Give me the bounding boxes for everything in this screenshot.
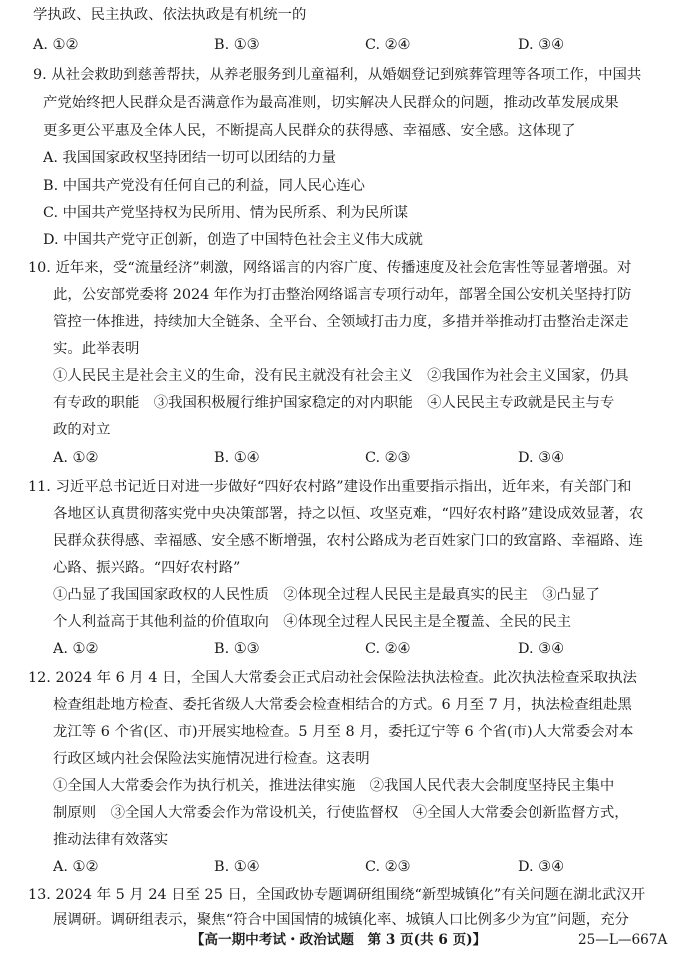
q13-stem-line: 展调研。调研组表示，聚焦“符合中国国情的城镇化率、城镇人口比例多少为宜”问题，充分	[53, 912, 629, 928]
q11-stem-line: 11. 习近平总书记近日对进一步做好“四好农村路”建设作出重要指示指出，近年来，有关部门和	[28, 479, 632, 495]
q8-option-d: D. ③④	[518, 37, 564, 53]
q10-statement-line: 政的对立	[53, 422, 111, 438]
q12-option-c: C. ②③	[365, 859, 411, 875]
q12-statement-line: 推动法律有效落实	[53, 832, 169, 848]
q12-option-d: D. ③④	[518, 859, 564, 875]
q12-option-a: A. ①②	[53, 859, 99, 875]
q10-stem-line: 管控一体推进，持续加大全链条、全平台、全领域打击力度，多措并举推动打击整治走深走	[53, 314, 629, 330]
q10-statement-line: 有专政的职能 ③我国积极履行维护国家稳定的对内职能 ④人民民主专政就是民主与专	[53, 395, 615, 411]
q10-option-b: B. ①④	[214, 450, 260, 466]
q11-option-b: B. ①③	[214, 641, 260, 657]
q13-stem-line: 13. 2024 年 5 月 24 日至 25 日，全国政协专题调研组围绕“新型城镇化”有关问题在湖北武汉开	[28, 887, 646, 903]
q11-stem-line: 民群众获得感、幸福感、安全感不断增强，农村公路成为老百姓家门口的致富路、幸福路、连	[53, 533, 644, 549]
q9-option-a: A. 我国国家政权坚持团结一切可以团结的力量	[43, 150, 336, 166]
q8-option-a: A. ①②	[33, 37, 79, 53]
q12-stem-line: 行政区域内社会保险法实施情况进行检查。这表明	[53, 751, 370, 767]
q12-stem-line: 龙江等 6 个省(区、市)开展实地检查。5 月至 8 月，委托辽宁等 6 个省(市)人大常委会对本	[53, 724, 634, 740]
q11-option-a: A. ①②	[53, 641, 99, 657]
q12-stem-line: 检查组赴地方检查、委托省级人大常委会检查相结合的方式。6 月至 7 月，执法检查组赴黑	[53, 697, 632, 713]
q9-stem-line: 9. 从社会救助到慈善帮扶，从养老服务到儿童福利，从婚姻登记到殡葬管理等各项工作，中国共	[33, 67, 642, 83]
q9-option-d: D. 中国共产党守正创新，创造了中国特色社会主义伟大成就	[43, 232, 423, 248]
q10-option-a: A. ①②	[53, 450, 99, 466]
q10-stem-line: 此，公安部党委将 2024 年作为打击整治网络谣言专项行动年，部署全国公安机关坚持打防	[53, 287, 632, 303]
q12-option-b: B. ①④	[214, 859, 260, 875]
q12-statement-line: ①全国人大常委会作为执行机关，推进法律实施 ②我国人民代表大会制度坚持民主集中	[53, 778, 615, 794]
q12-statement-line: 制原则 ③全国人大常委会作为常设机关，行使监督权 ④全国人大常委会创新监督方式，	[53, 805, 629, 821]
q10-option-d: D. ③④	[518, 450, 564, 466]
q9-stem-line: 产党始终把人民群众是否满意作为最高准则，切实解决人民群众的问题，推动改革发展成果	[43, 95, 619, 111]
q10-stem-line: 实。此举表明	[53, 341, 140, 357]
q10-stem-line: 10. 近年来，受“流量经济”刺激，网络谣言的内容广度、传播速度及社会危害性等显著增强。对	[28, 260, 632, 276]
q9-option-c: C. 中国共产党坚持权为民所用、情为民所系、利为民所谋	[43, 205, 409, 221]
q11-stem-line: 心路、振兴路。“四好农村路”	[53, 560, 241, 576]
q9-stem-line: 更多更公平惠及全体人民，不断提高人民群众的获得感、幸福感、安全感。这体现了	[43, 123, 576, 139]
q11-option-c: C. ②④	[365, 641, 411, 657]
q11-stem-line: 各地区认真贯彻落实党中央决策部署，持之以恒、攻坚克难，“四好农村路”建设成效显著，农	[53, 506, 644, 522]
page-footer: 【高一期中考试・政治试题 第 3 页(共 6 页)】	[190, 932, 487, 948]
q11-statement-line: ①凸显了我国国家政权的人民性质 ②体现全过程人民民主是最真实的民主 ③凸显了	[53, 587, 600, 603]
q8-option-b: B. ①③	[214, 37, 260, 53]
paper-code: 25—L—667A	[578, 932, 668, 948]
q9-option-b: B. 中国共产党没有任何自己的利益，同人民心连心	[43, 178, 365, 194]
q8-option-c: C. ②④	[365, 37, 411, 53]
q11-option-d: D. ③④	[518, 641, 564, 657]
q10-statement-line: ①人民民主是社会主义的生命，没有民主就没有社会主义 ②我国作为社会主义国家，仍具	[53, 368, 629, 384]
q8-carry-line: 学执政、民主执政、依法执政是有机统一的	[33, 7, 307, 23]
q12-stem-line: 12. 2024 年 6 月 4 日，全国人大常委会正式启动社会保险法执法检查。此次执法检查采取执法	[28, 670, 637, 686]
q10-option-c: C. ②③	[365, 450, 411, 466]
q11-statement-line: 个人利益高于其他利益的价值取向 ④体现全过程人民民主是全覆盖、全民的民主	[53, 614, 572, 630]
